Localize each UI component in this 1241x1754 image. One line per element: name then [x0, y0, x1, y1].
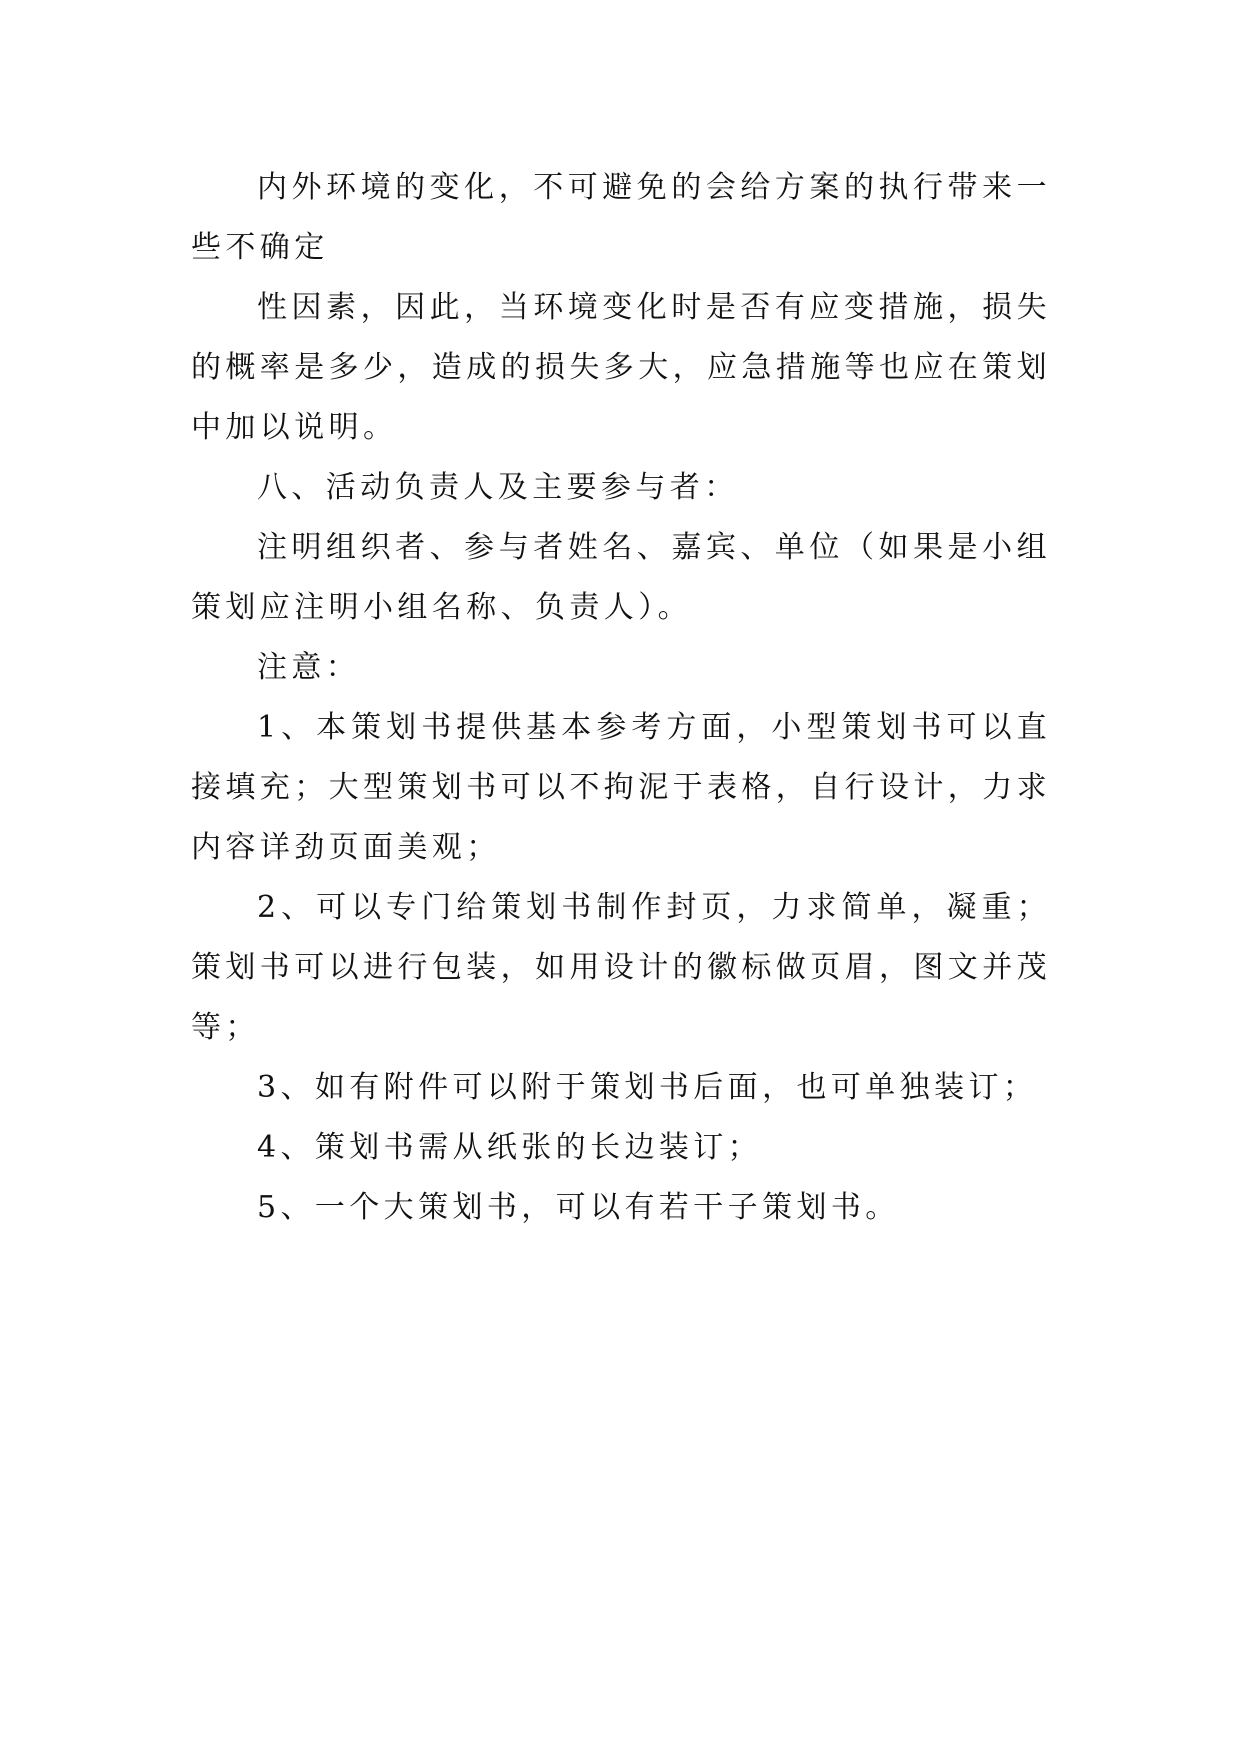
note-item-2: 2、可以专门给策划书制作封页，力求简单，凝重；策划书可以进行包装，如用设计的徽标做页眉，图文并茂等；	[191, 890, 1051, 1045]
section-heading-responsible-persons: 八、活动负责人及主要参与者：	[257, 470, 739, 505]
paragraph-participants-note: 注明组织者、参与者姓名、嘉宾、单位（如果是小组策划应注明小组名称、负责人）。	[191, 530, 1051, 625]
paragraph-environment-change: 内外环境的变化，不可避免的会给方案的执行带来一些不确定	[191, 170, 1051, 265]
paragraph-uncertainty-factors: 性因素，因此，当环境变化时是否有应变措施，损失的概率是多少，造成的损失多大，应急措施等也应在策划中加以说明。	[191, 290, 1051, 445]
note-item-1: 1、本策划书提供基本参考方面，小型策划书可以直接填充；大型策划书可以不拘泥于表格，自行设计，力求内容详劲页面美观；	[191, 710, 1051, 865]
note-item-5: 5、一个大策划书，可以有若干子策划书。	[257, 1190, 900, 1225]
document-body	[191, 158, 1051, 1238]
notes-heading: 注意：	[257, 650, 361, 685]
note-item-3: 3、如有附件可以附于策划书后面，也可单独装订；	[257, 1070, 1038, 1105]
note-item-4: 4、策划书需从纸张的长边装订；	[257, 1130, 763, 1165]
